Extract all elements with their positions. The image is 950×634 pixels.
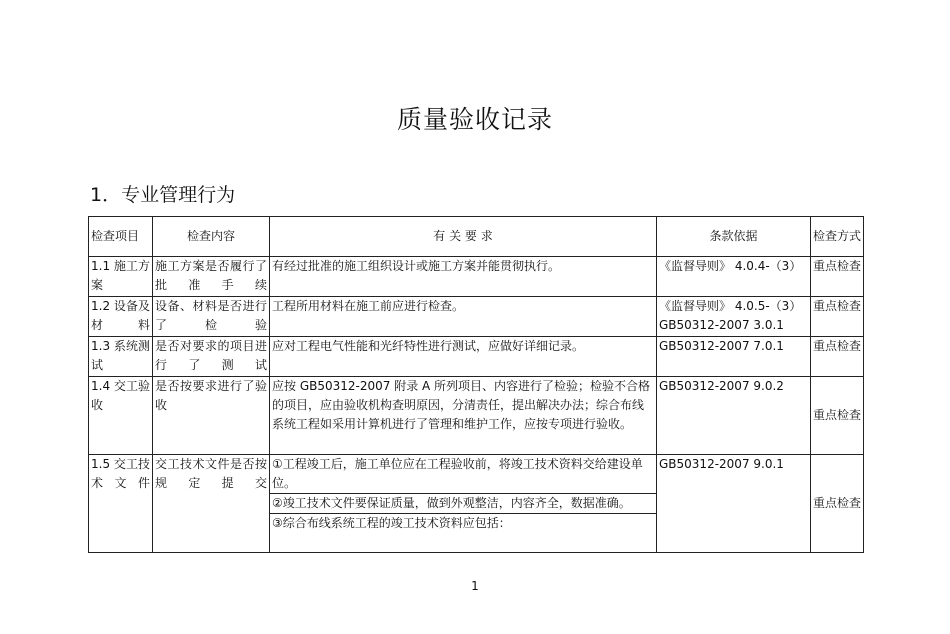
page-number: 1: [471, 579, 479, 593]
row-method: 重点检查: [811, 377, 864, 455]
header-item: 检查项目: [89, 217, 153, 257]
table-row: [89, 455, 864, 553]
row-requirement: 应按 GB50312-2007 附录 A 所列项目、内容进行了检验；检验不合格的项目，应由验收机构查明原因，分清责任，提出解决办法；综合布线系统工程如采用计算机进行了管理和维护工作，应按专项进行验收。: [270, 377, 657, 455]
basis-line: GB50312-2007 3.0.1: [659, 318, 784, 332]
row-method: 重点检查: [811, 297, 864, 337]
basis-line: 《监督导则》 4.0.4-（3）: [659, 259, 802, 273]
table-row: [89, 297, 864, 337]
section-heading: 1．专业管理行为: [90, 184, 236, 206]
table-row: [89, 337, 864, 377]
header-content: 检查内容: [153, 217, 270, 257]
requirement-line: ②竣工技术文件要保证质量，做到外观整洁，内容齐全，数据准确。: [270, 494, 656, 514]
header-basis: 条款依据: [657, 217, 811, 257]
quality-inspection-table: [88, 216, 864, 553]
row-item: 1.1 施工方案: [89, 257, 153, 297]
header-method: 检查方式: [811, 217, 864, 257]
requirement-line: ①工程竣工后，施工单位应在工程验收前，将竣工技术资料交给建设单位。: [270, 455, 656, 494]
row-item: 1.4 交工验收: [89, 377, 153, 455]
row-requirement: 应对工程电气性能和光纤特性进行测试，应做好详细记录。: [270, 337, 657, 377]
row-content: 交工技术文件是否按规定提交: [153, 455, 270, 553]
row-item: 1.3 系统测试: [89, 337, 153, 377]
basis-line: GB50312-2007 9.0.2: [659, 379, 784, 393]
row-method: 重点检查: [811, 257, 864, 297]
row-basis: [657, 377, 811, 455]
row-method: 重点检查: [811, 455, 864, 553]
row-requirement: 有经过批准的施工组织设计或施工方案并能贯彻执行。: [270, 257, 657, 297]
basis-line: GB50312-2007 7.0.1: [659, 339, 784, 353]
table-row: [89, 377, 864, 455]
table-header-row: [89, 217, 864, 257]
basis-line: 《监督导则》 4.0.5-（3）: [659, 299, 802, 313]
header-requirement: 有 关 要 求: [270, 217, 657, 257]
row-item: 1.5 交工技术文件: [89, 455, 153, 553]
table-row: [89, 257, 864, 297]
row-basis: [657, 257, 811, 297]
row-method: 重点检查: [811, 337, 864, 377]
row-content: 施工方案是否履行了批准手续: [153, 257, 270, 297]
row-requirement: 工程所用材料在施工前应进行检查。: [270, 297, 657, 337]
basis-line: GB50312-2007 9.0.1: [659, 457, 784, 471]
row-content: 设备、材料是否进行了检验: [153, 297, 270, 337]
document-title: 质量验收记录: [396, 105, 553, 134]
row-requirement-group: [270, 455, 657, 553]
requirement-line: ③综合布线系统工程的竣工技术资料应包括：: [272, 516, 511, 530]
row-content: 是否对要求的项目进行了测试: [153, 337, 270, 377]
row-basis: [657, 337, 811, 377]
row-content: 是否按要求进行了验收: [153, 377, 270, 455]
row-basis: [657, 297, 811, 337]
row-item: 1.2 设备及材料: [89, 297, 153, 337]
row-basis: [657, 455, 811, 553]
